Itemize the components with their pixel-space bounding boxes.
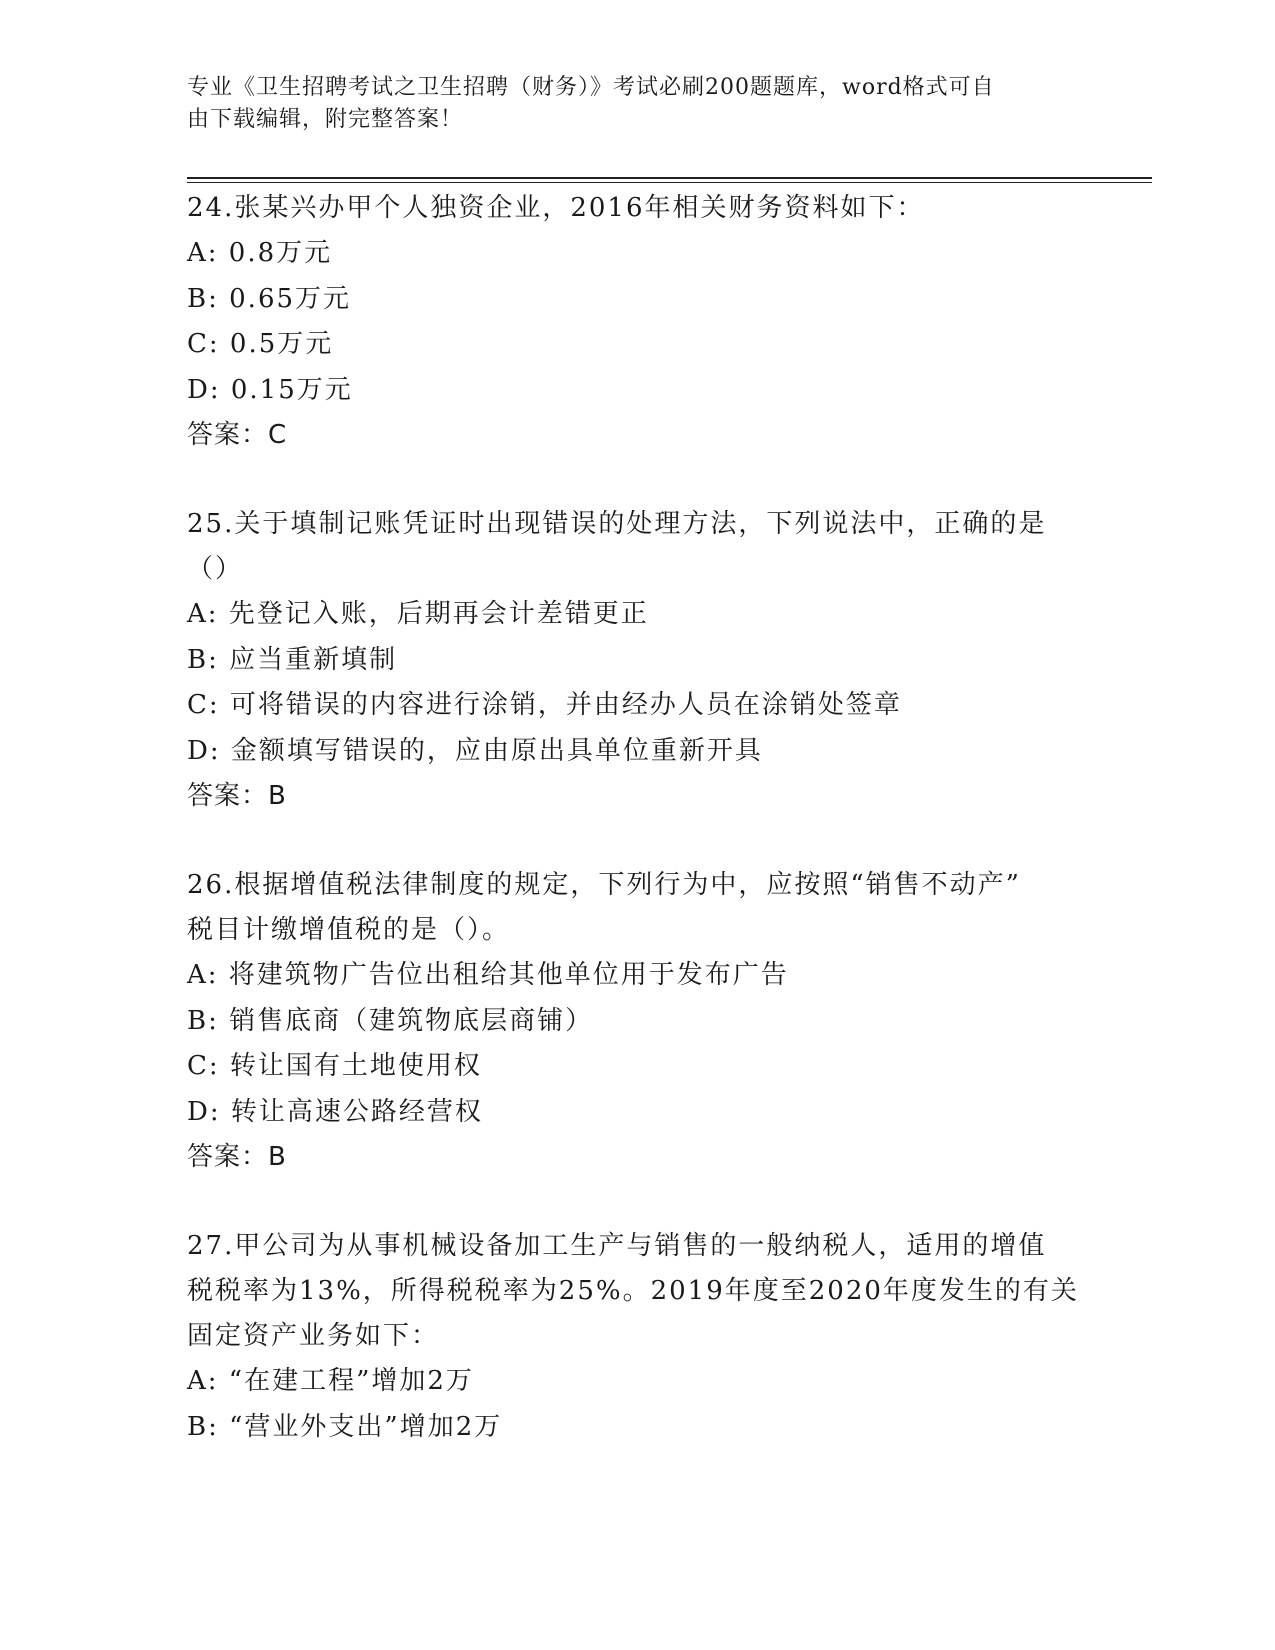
question-list xyxy=(187,186,1087,1494)
header-line-1: 专业《卫生招聘考试之卫生招聘（财务）》考试必刷200题题库，word格式可自 xyxy=(187,75,995,100)
question-26 xyxy=(187,863,1087,1180)
option-a: A: “在建工程”增加2万 xyxy=(187,1366,474,1396)
option-c: C: 可将错误的内容进行涂销，并由经办人员在涂销处签章 xyxy=(187,690,902,720)
option-b: B: 0.65万元 xyxy=(187,283,352,314)
question-stem: 24.张某兴办甲个人独资企业，2016年相关财务资料如下： xyxy=(187,193,925,223)
question-25 xyxy=(187,502,1087,819)
question-stem: 26.根据增值税法律制度的规定，下列行为中，应按照“销售不动产” xyxy=(187,870,1021,900)
option-b: B: “营业外支出”增加2万 xyxy=(187,1411,503,1442)
question-24 xyxy=(187,186,1087,458)
question-stem-cont: （） xyxy=(187,554,244,584)
question-stem: 25.关于填制记账凭证时出现错误的处理方法，下列说法中，正确的是 xyxy=(187,509,1047,539)
option-d: D: 转让高速公路经营权 xyxy=(187,1096,483,1127)
question-27 xyxy=(187,1224,1087,1450)
option-b: B: 销售底商（建筑物底层商铺） xyxy=(187,1005,594,1036)
question-stem: 27.甲公司为从事机械设备加工生产与销售的一般纳税人，适用的增值 xyxy=(187,1231,1047,1261)
answer: 答案：B xyxy=(187,1142,287,1172)
document-header xyxy=(187,72,1067,136)
option-d: D: 金额填写错误的，应由原出具单位重新开具 xyxy=(187,735,763,766)
option-a: A: 0.8万元 xyxy=(187,238,333,268)
option-d: D: 0.15万元 xyxy=(187,374,353,405)
header-divider-thin xyxy=(187,182,1152,183)
header-line-2: 由下载编辑，附完整答案！ xyxy=(187,107,464,132)
question-stem-cont: 税目计缴增值税的是（）。 xyxy=(187,915,511,945)
answer: 答案：B xyxy=(187,781,287,811)
option-c: C: 0.5万元 xyxy=(187,329,334,359)
question-stem-cont: 税税率为13%，所得税税率为25%。2019年度至2020年度发生的有关 xyxy=(187,1276,1079,1306)
option-a: A: 将建筑物广告位出租给其他单位用于发布广告 xyxy=(187,960,789,990)
option-b: B: 应当重新填制 xyxy=(187,644,398,675)
header-divider-thick xyxy=(187,177,1152,179)
option-c: C: 转让国有土地使用权 xyxy=(187,1051,482,1081)
option-a: A: 先登记入账，后期再会计差错更正 xyxy=(187,599,649,629)
answer: 答案：C xyxy=(187,420,288,450)
question-stem-cont-2: 固定资产业务如下： xyxy=(187,1321,440,1351)
